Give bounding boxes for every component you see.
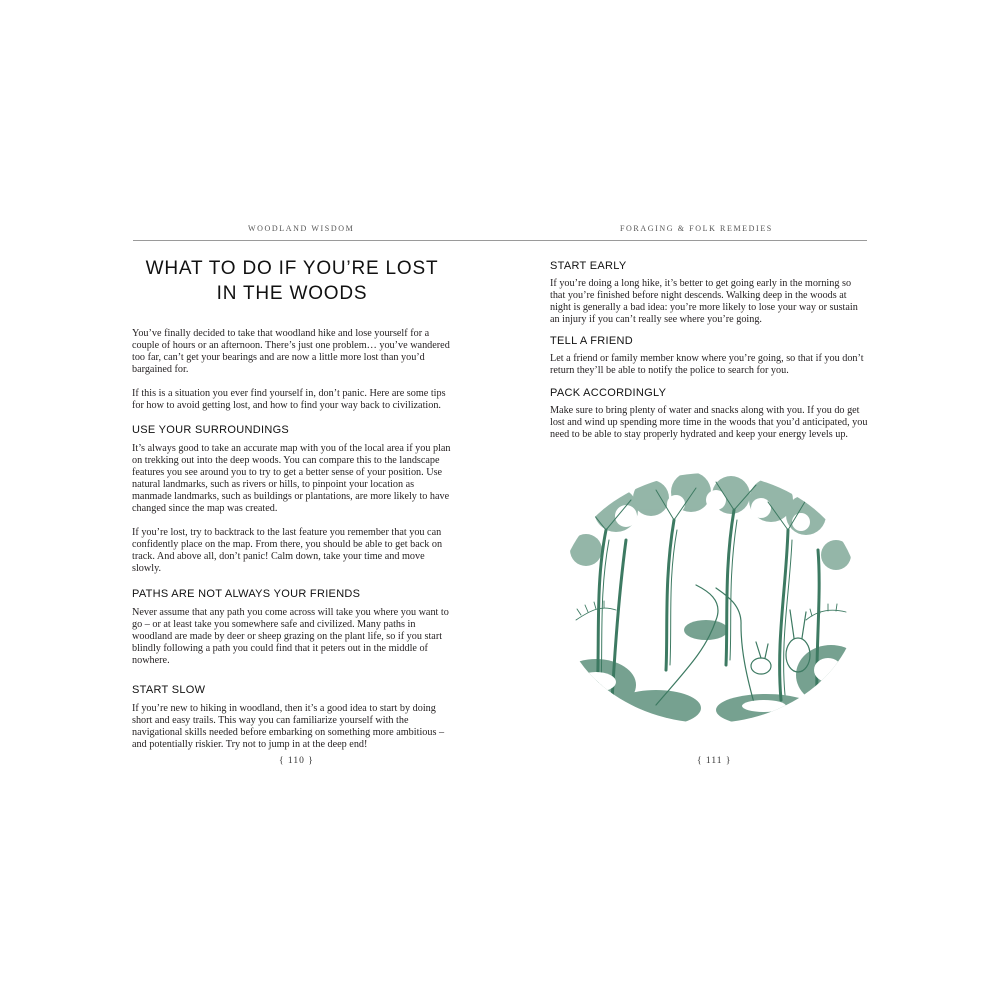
section-paragraph: Make sure to bring plenty of water and snacks along with you. If you do get lost and wind up spending more time in the woods that you’d anticipated, you need to be able to stay properly hydrated and keep your energy levels up.	[550, 404, 868, 440]
intro-paragraph-1: You’ve finally decided to take that woodland hike and lose yourself for a couple of hours or an afternoon. There’s just one problem… you’ve wandered too far, can’t get your bearings and are now a little more lost than you’d bargained for.	[132, 328, 450, 376]
section-paragraph: If you’re doing a long hike, it’s better to get going early in the morning so that you’re finished before night descends. Walking deep in the woods at night is generally a bad idea: you’re more likely to lose your way or sustain an injury if you can’t really see where you’re going.	[550, 278, 858, 326]
title-line-1: WHAT TO DO IF YOU’RE LOST	[145, 258, 439, 279]
header-rule	[133, 240, 867, 241]
intro-paragraph-2: If this is a situation you ever find yourself in, don’t panic. Here are some tips for how to avoid getting lost, and how to find your way back to civilization.	[132, 388, 446, 412]
page-title	[132, 256, 452, 306]
section-heading-surroundings: USE YOUR SURROUNDINGS	[132, 423, 290, 436]
section-paragraph: Never assume that any path you come across will take you where you want to go – or at least take you somewhere safe and civilized. Many paths in woodland are made by deer or sheep grazing on the plant life, so if you start blindly following a path you could find that it peters out in the middle of nowhere.	[132, 606, 449, 666]
section-heading-pack-accordingly: PACK ACCORDINGLY	[550, 386, 667, 399]
section-heading-start-slow: START SLOW	[132, 683, 206, 696]
page-number-right: { 111 }	[697, 756, 732, 766]
section-paragraph: If you’re lost, try to backtrack to the last feature you remember that you can confidently place on the map. From there, you should be able to get back on track. And above all, don’t panic! Calm down, take your time and move slowly.	[132, 527, 443, 575]
section-heading-paths: PATHS ARE NOT ALWAYS YOUR FRIENDS	[132, 587, 361, 600]
title-line-2: IN THE WOODS	[216, 283, 368, 304]
section-paragraph: Let a friend or family member know where you’re going, so that if you don’t return they’ll be able to notify the police to search for you.	[550, 353, 864, 377]
section-paragraph: If you’re new to hiking in woodland, then it’s a good idea to start by doing short and easy trails. This way you can familiarize yourself with the navigational skills needed before embarking on something more ambitious – and potentially riskier. Try not to jump in at the deep end!	[132, 702, 445, 751]
page-number-left: { 110 }	[279, 756, 314, 766]
running-head-right: FORAGING & FOLK REMEDIES	[620, 224, 773, 233]
right-page	[550, 252, 868, 441]
left-page	[132, 252, 452, 751]
running-head-left: WOODLAND WISDOM	[248, 224, 355, 233]
section-heading-tell-a-friend: TELL A FRIEND	[550, 335, 633, 348]
woodland-vignette-icon	[556, 470, 862, 726]
section-paragraph: It’s always good to take an accurate map with you of the local area if you plan on trekking out into the deep woods. You can compare this to the landscape features you see around you to try to get a better sense of your position. Use natural landmarks, such as rivers or hills, to pinpoint your location as manmade landmarks, such as buildings or plantations, are more likely to have changed since the map was created.	[132, 442, 451, 515]
section-heading-start-early: START EARLY	[550, 260, 627, 272]
